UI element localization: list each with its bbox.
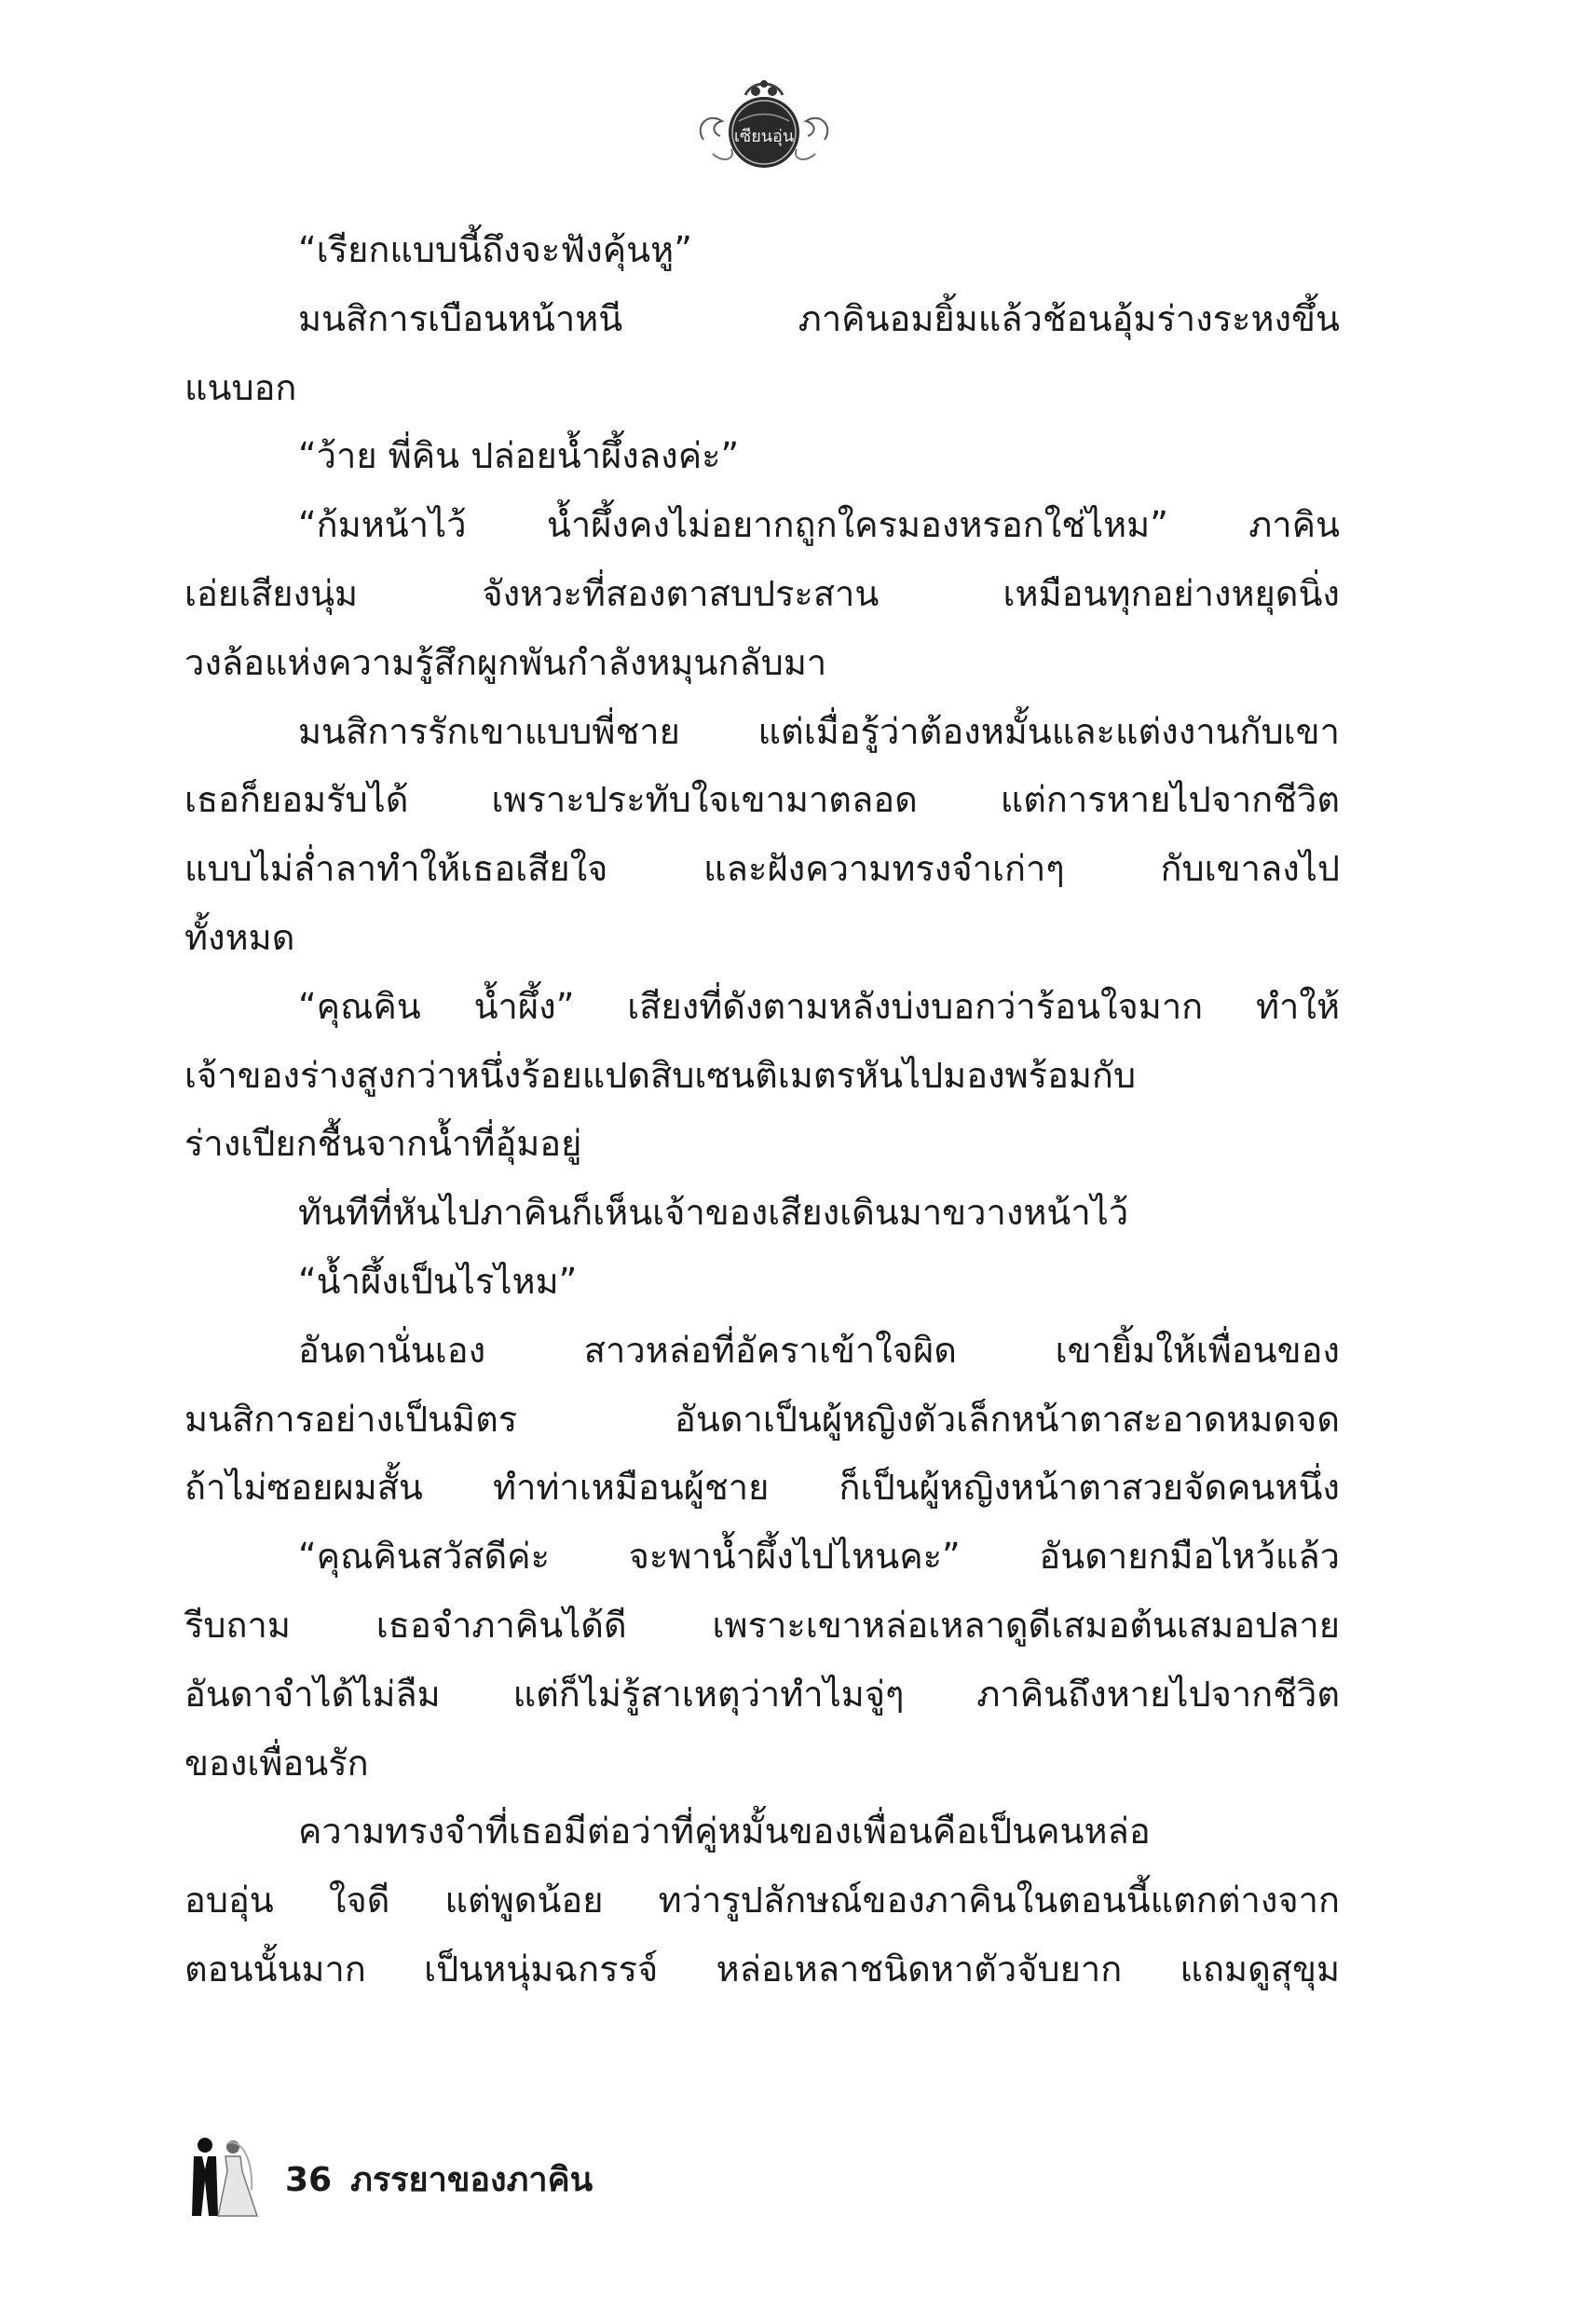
text-line: ทันทีที่หันไปภาคินก็เห็นเจ้าของเสียงเดินมาขวางหน้าไว้ [298, 1192, 1129, 1234]
text-line: รีบถาม เธอจำภาคินได้ดี เพราะเขาหล่อเหลาดูดีเสมอต้นเสมอปลาย [184, 1604, 1340, 1646]
text-line: “ว้าย พี่คิน ปล่อยน้ำผึ้งลงค่ะ” [298, 435, 740, 477]
publisher-logo [694, 75, 834, 177]
body-text [184, 216, 1340, 2004]
logo-text: เซียนอุ่น [733, 127, 795, 146]
text-line: “ก้มหน้าไว้ น้ำผึ้งคงไม่อยากถูกใครมองหรอกใช่ไหม” ภาคิน [298, 504, 1340, 546]
text-line: มนสิการรักเขาแบบพี่ชาย แต่เมื่อรู้ว่าต้องหมั้นและแต่งงานกับเขา [298, 710, 1340, 752]
text-line: “คุณคินสวัสดีค่ะ จะพาน้ำผึ้งไปไหนคะ” อันดายกมือไหว้แล้ว [298, 1536, 1340, 1578]
text-line: อบอุ่น ใจดี แต่พูดน้อย ทว่ารูปลักษณ์ของภาคินในตอนนี้แตกต่างจาก [184, 1880, 1340, 1921]
page-number: 36 [285, 2161, 333, 2199]
text-line: วงล้อแห่งความรู้สึกผูกพันกำลังหมุนกลับมา [184, 641, 827, 683]
book-title: ภรรยาของภาคิน [350, 2161, 593, 2199]
text-line: “เรียกแบบนี้ถึงจะฟังคุ้นหู” [298, 229, 692, 270]
text-line: อันดานั่นเอง สาวหล่อที่อัคราเข้าใจผิด เขายิ้มให้เพื่อนของ [298, 1329, 1340, 1371]
ornamental-crest-icon [694, 75, 834, 177]
text-line: “คุณคิน น้ำผึ้ง” เสียงที่ดังตามหลังบ่งบอกว่าร้อนใจมาก ทำให้ [298, 985, 1340, 1027]
page-folio [285, 2153, 611, 2206]
text-line: เธอก็ยอมรับได้ เพราะประทับใจเขามาตลอด แต่การหายไปจากชีวิต [184, 779, 1340, 821]
text-line: มนสิการอย่างเป็นมิตร อันดาเป็นผู้หญิงตัวเล็กหน้าตาสะอาดหมดจด [184, 1398, 1340, 1440]
text-line: ของเพื่อนรัก [184, 1742, 369, 1784]
page-footer [184, 2134, 1023, 2227]
text-line: เอ่ยเสียงนุ่ม จังหวะที่สองตาสบประสาน เหมือนทุกอย่างหยุดนิ่ง [184, 572, 1340, 614]
text-line: เจ้าของร่างสูงกว่าหนึ่งร้อยแปดสิบเซนติเมตรหันไปมองพร้อมกับ [184, 1054, 1137, 1096]
text-line: มนสิการเบือนหน้าหนี ภาคินอมยิ้มแล้วช้อนอุ้มร่างระหงขึ้น [298, 297, 1340, 339]
text-line: แนบอก [184, 366, 297, 408]
text-line: ทั้งหมด [184, 916, 295, 958]
text-line: “น้ำผึ้งเป็นไรไหม” [298, 1260, 578, 1302]
text-line: อันดาจำได้ไม่ลืม แต่ก็ไม่รู้สาเหตุว่าทำไมจู่ๆ ภาคินถึงหายไปจากชีวิต [184, 1673, 1340, 1715]
bride-groom-icon [184, 2134, 259, 2218]
text-line: แบบไม่ล่ำลาทำให้เธอเสียใจ และฝังความทรงจำเก่าๆ กับเขาลงไป [184, 848, 1340, 890]
text-line: ความทรงจำที่เธอมีต่อว่าที่คู่หมั้นของเพื่อนคือเป็นคนหล่อ [298, 1811, 1151, 1853]
text-line: ถ้าไม่ซอยผมสั้น ทำท่าเหมือนผู้ชาย ก็เป็นผู้หญิงหน้าตาสวยจัดคนหนึ่ง [184, 1467, 1340, 1509]
text-line: ตอนนั้นมาก เป็นหนุ่มฉกรรจ์ หล่อเหลาชนิดหาตัวจับยาก แถมดูสุขุม [184, 1948, 1340, 1990]
text-line: ร่างเปียกชื้นจากน้ำที่อุ้มอยู่ [184, 1123, 582, 1165]
